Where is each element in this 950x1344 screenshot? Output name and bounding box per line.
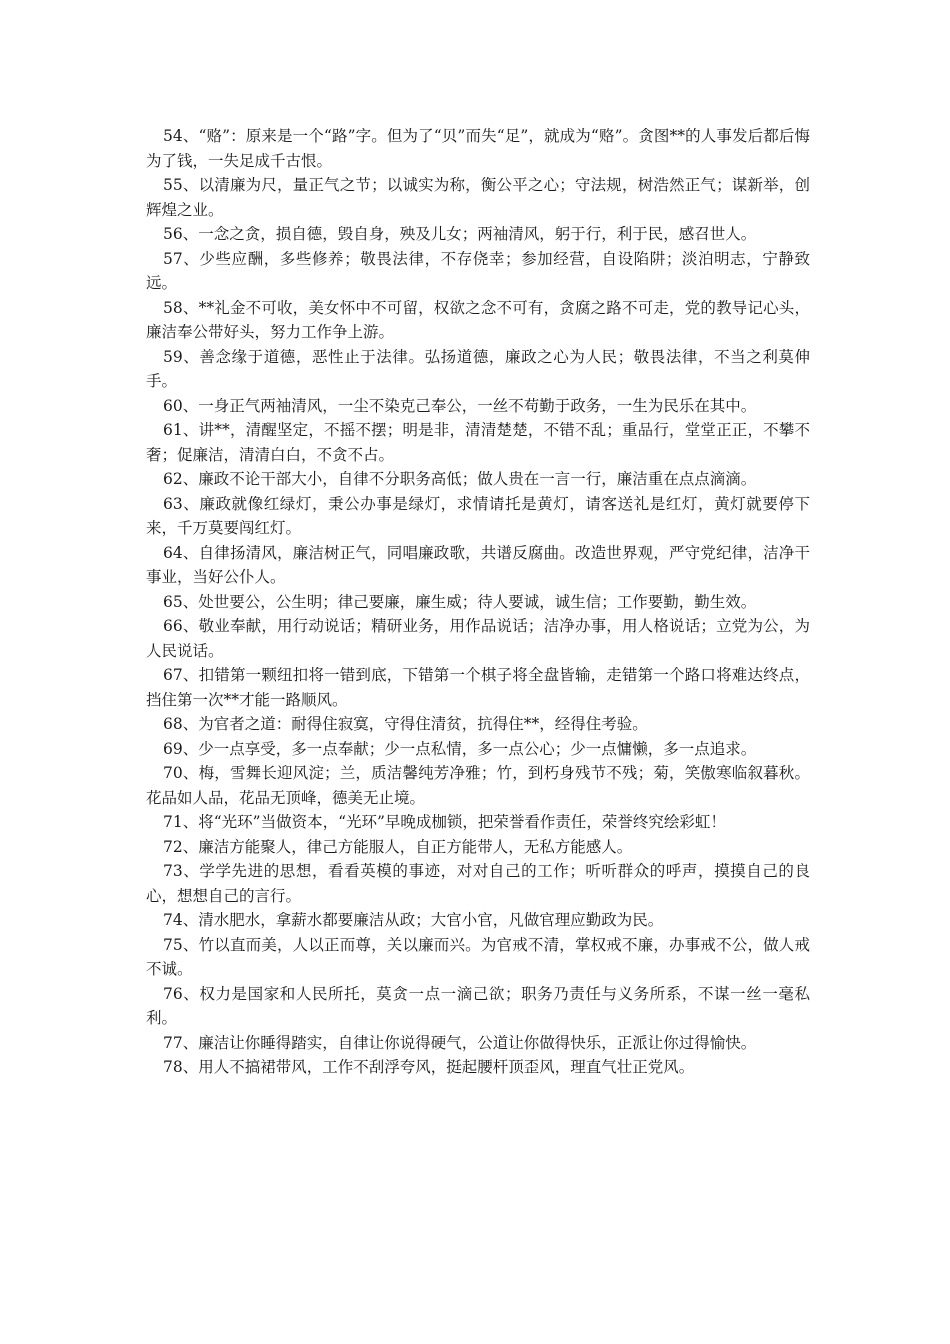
paragraph-73: 73、学学先进的思想，看看英模的事迹，对对自己的工作；听听群众的呼声，摸摸自己的良心，想想自己的言行。: [146, 862, 810, 905]
paragraph-62: 62、廉政不论干部大小，自律不分职务高低；做人贵在一言一行，廉洁重在点点滴滴。: [163, 470, 757, 488]
paragraph-63: 63、廉政就像红绿灯，秉公办事是绿灯，求情请托是黄灯，请客送礼是红灯，黄灯就要停下来，千万莫要闯红灯。: [146, 494, 810, 537]
paragraph-74: 74、清水肥水，拿薪水都要廉洁从政；大官小官，凡做官理应勤政为民。: [163, 911, 664, 929]
paragraph-59: 59、善念缘于道德，恶性止于法律。弘扬道德，廉政之心为人民；敬畏法律，不当之利莫伸手。: [146, 347, 810, 390]
paragraph-75: 75、竹以直而美，人以正而尊，关以廉而兴。为官戒不清，掌权戒不廉，办事戒不公，做人戒不诚。: [146, 935, 810, 978]
paragraph-76: 76、权力是国家和人民所托，莫贪一点一滴己欲；职务乃责任与义务所系，不谋一丝一毫私利。: [146, 984, 810, 1027]
paragraph-56: 56、一念之贪，损自德，毁自身，殃及儿女；两袖清风，躬于行，利于民，感召世人。: [163, 225, 757, 243]
paragraph-55: 55、以清廉为尺，量正气之节；以诚实为称，衡公平之心；守法规，树浩然正气；谋新举，创辉煌之业。: [146, 176, 810, 219]
paragraph-66: 66、敬业奉献，用行动说话；精研业务，用作品说话；洁净办事，用人格说话；立党为公，为人民说话。: [146, 617, 810, 660]
paragraph-58: 58、**礼金不可收，美女怀中不可留，权欲之念不可有，贪腐之路不可走，党的教导记心头，廉洁奉公带好头，努力工作争上游。: [146, 298, 810, 341]
paragraph-54: 54、“赂”：原来是一个“路”字。但为了“贝”而失“足”，就成为“赂”。贪图**的人事发后都后悔为了钱，一失足成千古恨。: [146, 127, 810, 170]
paragraph-70: 70、梅，雪舞长迎风淀；兰，质洁馨纯芳净雅；竹，到朽身残节不残；菊，笑傲寒临叙暮秋。花品如人品，花品无顶峰，德美无止境。: [146, 764, 810, 807]
paragraph-71: 71、将“光环”当做资本，“光环”早晚成枷锁，把荣誉看作责任，荣誉终究绘彩虹！: [163, 813, 726, 831]
paragraph-72: 72、廉洁方能聚人，律己方能服人，自正方能带人，无私方能感人。: [163, 837, 633, 856]
paragraph-64: 64、自律扬清风，廉洁树正气，同唱廉政歌，共谱反腐曲。改造世界观，严守党纪律，洁净干事业，当好公仆人。: [146, 543, 810, 586]
paragraph-65: 65、处世要公，公生明；律己要廉，廉生威；待人要诚，诚生信；工作要勤，勤生效。: [163, 592, 757, 611]
paragraph-60: 60、一身正气两袖清风，一尘不染克己奉公，一丝不苟勤于政务，一生为民乐在其中。: [163, 396, 757, 415]
paragraph-67: 67、扣错第一颗纽扣将一错到底，下错第一个棋子将全盘皆输，走错第一个路口将难达终点，挡住第一次**才能一路顺风。: [146, 666, 810, 709]
paragraph-77: 77、廉洁让你睡得踏实，自律让你说得硬气，公道让你做得快乐，正派让你过得愉快。: [163, 1033, 757, 1052]
paragraph-69: 69、少一点享受，多一点奉献；少一点私情，多一点公心；少一点慵懒，多一点追求。: [163, 739, 757, 758]
paragraph-68: 68、为官者之道：耐得住寂寞，守得住清贫，抗得住**，经得住考验。: [163, 715, 648, 733]
document-body: [146, 124, 810, 1080]
paragraph-78: 78、用人不搞裙带风，工作不刮浮夸风，挺起腰杆顶歪风，理直气壮正党风。: [163, 1058, 695, 1076]
paragraph-57: 57、少些应酬，多些修养；敬畏法律，不存侥幸；参加经营，自设陷阱；淡泊明志，宁静致远。: [146, 249, 810, 292]
paragraph-61: 61、讲**，清醒坚定，不摇不摆；明是非，清清楚楚，不错不乱；重品行，堂堂正正，不攀不奢；促廉洁，清清白白，不贪不占。: [146, 421, 810, 464]
